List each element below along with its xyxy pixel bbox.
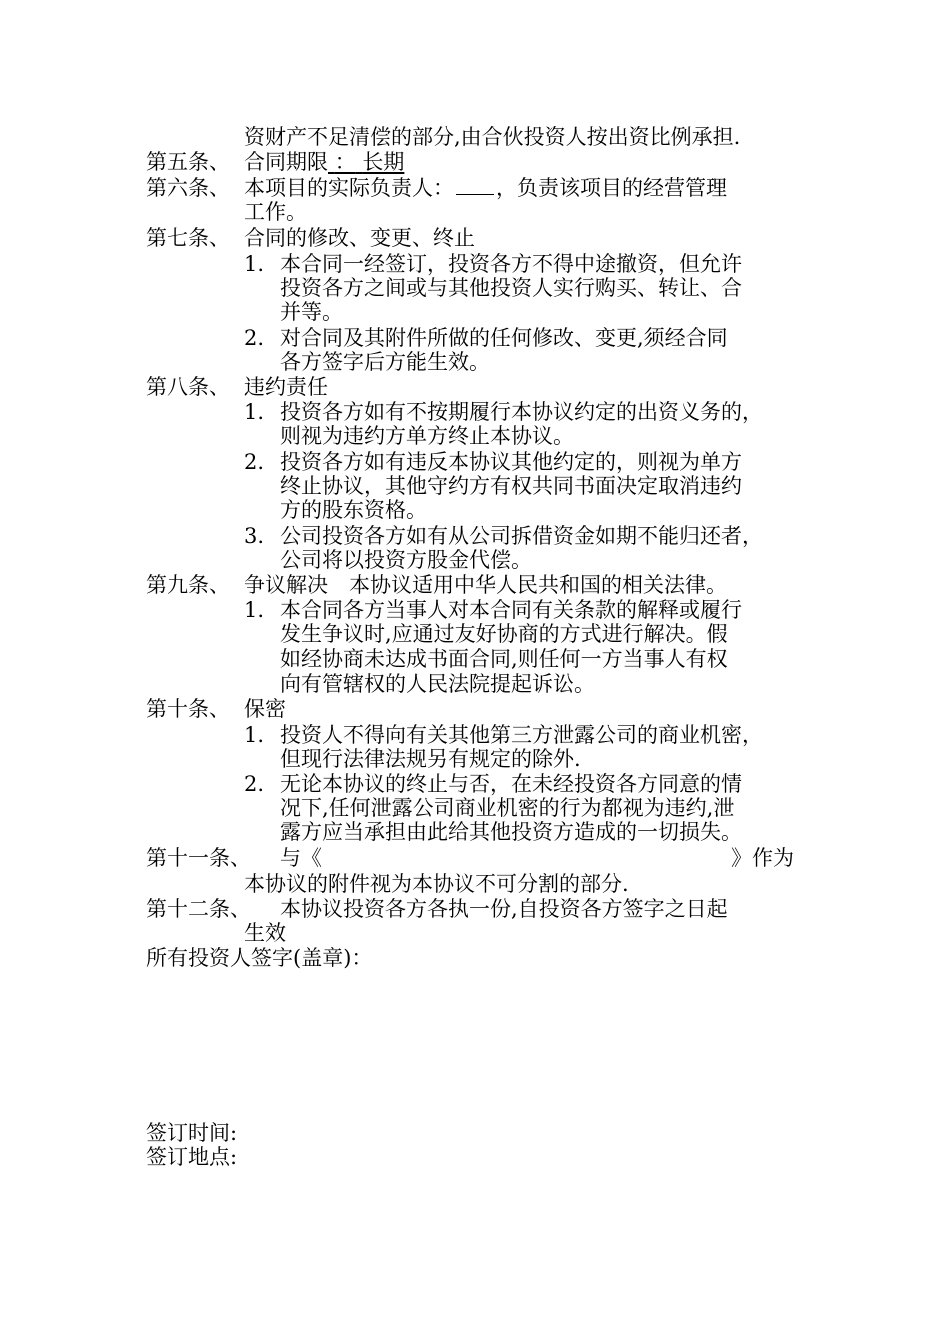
article-9-item-1-line: 向有管辖权的人民法院提起诉讼。 [280, 672, 595, 696]
article-11-continuation: 本协议的附件视为本协议不可分割的部分. [244, 872, 629, 896]
article-9-label: 第九条、 [146, 573, 230, 597]
article-10-title: 保密 [244, 697, 286, 721]
article-6-text: 本项目的实际负责人： ，负责该项目的经营管理 [244, 176, 727, 200]
article-10-item-1-number: 1. [244, 723, 265, 747]
responsible-person-blank [456, 176, 494, 195]
article-8-item-2-line: 投资各方如有违反本协议其他约定的，则视为单方 [280, 450, 742, 474]
article-12-label: 第十二条、 [146, 897, 251, 921]
article-7-item-1-line: 本合同一经签订，投资各方不得中途撤资，但允许 [280, 252, 742, 276]
article-10-item-1-line: 但现行法律法规另有规定的除外. [280, 747, 581, 771]
article-9-item-1-line: 发生争议时,应通过友好协商的方式进行解决。假 [280, 622, 728, 646]
article-7-title: 合同的修改、变更、终止 [244, 226, 475, 250]
article-11-label: 第十一条、 [146, 846, 251, 870]
article-7-item-2-line: 对合同及其附件所做的任何修改、变更,须经合同 [280, 326, 728, 350]
article-12-text: 本协议投资各方各执一份,自投资各方签字之日起 [280, 897, 728, 921]
signing-place-label: 签订地点: [146, 1145, 238, 1169]
article-8-item-1-line: 投资各方如有不按期履行本协议约定的出资义务的， [280, 400, 763, 424]
article-6-continuation: 工作。 [244, 200, 307, 224]
article-10-item-2-line: 况下,任何泄露公司商业机密的行为都视为违约,泄 [280, 796, 735, 820]
article-8-item-2-line: 方的股东资格。 [280, 498, 427, 522]
article-12-continuation: 生效 [244, 921, 286, 945]
signing-date-label: 签订时间: [146, 1121, 238, 1145]
article-8-item-3-line: 公司投资各方如有从公司拆借资金如期不能归还者， [280, 524, 763, 548]
article-7-item-1-number: 1. [244, 252, 265, 276]
article-5-label: 第五条、 [146, 150, 230, 174]
article-8-item-2-line: 终止协议，其他守约方有权共同书面决定取消违约 [280, 474, 742, 498]
article-5-text [244, 150, 404, 174]
article-7-item-1-line: 投资各方之间或与其他投资人实行购买、转让、合 [280, 276, 742, 300]
article-9-item-1-line: 如经协商未达成书面合同,则任何一方当事人有权 [280, 647, 728, 671]
article-7-item-2-line: 各方签字后方能生效。 [280, 350, 490, 374]
article-7-item-1-line: 并等。 [280, 300, 343, 324]
article-9-item-1-line: 本合同各方当事人对本合同有关条款的解释或履行 [280, 598, 742, 622]
article-5-value: ： 长期 [334, 150, 405, 174]
article-8-item-1-number: 1. [244, 400, 265, 424]
article-10-item-1-line: 投资人不得向有关其他第三方泄露公司的商业机密， [280, 723, 763, 747]
signature-label: 所有投资人签字(盖章)： [146, 946, 373, 970]
article-11-close: 》作为 [731, 846, 794, 870]
article-5-heading: 合同期限 [244, 150, 328, 174]
article-7-label: 第七条、 [146, 226, 230, 250]
clause-continuation: 资财产不足清偿的部分,由合伙投资人按出资比例承担. [244, 125, 741, 149]
article-8-label: 第八条、 [146, 375, 230, 399]
article-10-item-2-line: 露方应当承担由此给其他投资方造成的一切损失。 [280, 820, 742, 844]
article-11-open: 与《 [280, 846, 322, 870]
article-8-item-3-line: 公司将以投资方股金代偿。 [280, 548, 532, 572]
article-7-item-2-number: 2. [244, 326, 265, 350]
article-9-title: 争议解决 本协议适用中华人民共和国的相关法律。 [244, 573, 727, 597]
article-10-item-2-line: 无论本协议的终止与否，在未经投资各方同意的情 [280, 772, 742, 796]
article-10-label: 第十条、 [146, 697, 230, 721]
article-8-title: 违约责任 [244, 375, 328, 399]
article-8-item-2-number: 2. [244, 450, 265, 474]
article-8-item-1-line: 则视为违约方单方终止本协议。 [280, 424, 574, 448]
article-10-item-2-number: 2. [244, 772, 265, 796]
article-6-label: 第六条、 [146, 176, 230, 200]
article-9-item-1-number: 1. [244, 598, 265, 622]
article-8-item-3-number: 3. [244, 524, 265, 548]
